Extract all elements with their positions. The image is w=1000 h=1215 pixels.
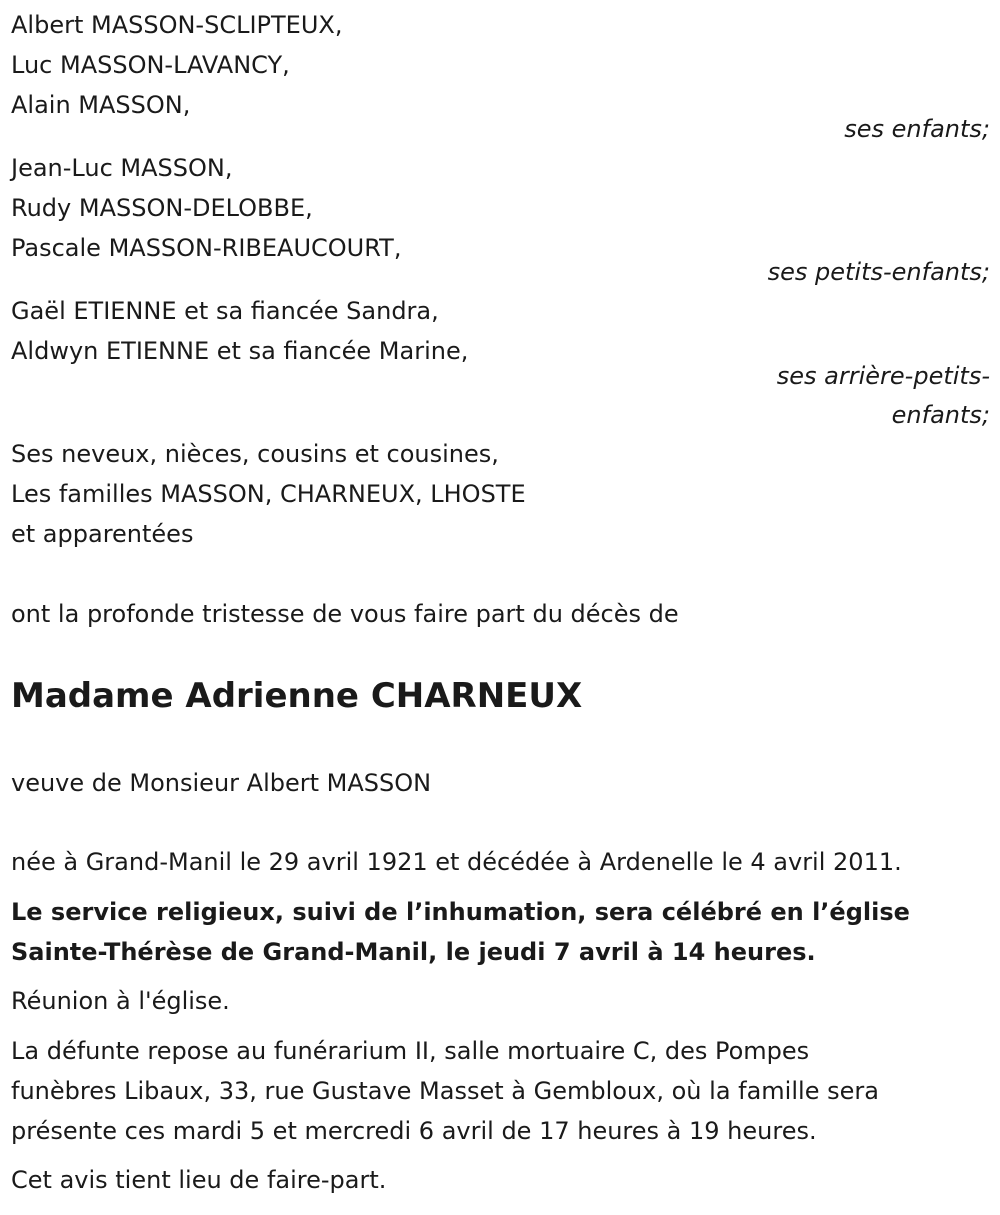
- children-role: ses enfants;: [844, 115, 990, 143]
- widow-of: [11, 763, 986, 803]
- grandchild-name: Jean-Luc MASSON,: [11, 154, 233, 182]
- children-list: [11, 5, 986, 125]
- child-name: Luc MASSON-LAVANCY,: [11, 51, 290, 79]
- relatives-list: [11, 434, 986, 554]
- grandchildren-role: ses petits-enfants;: [767, 258, 990, 286]
- great-grandchild-name: Gaël ETIENNE et sa fiancée Sandra,: [11, 297, 439, 325]
- deceased-name: Madame Adrienne CHARNEUX: [11, 676, 583, 716]
- announcement-text: [11, 594, 986, 634]
- repose-line: funèbres Libaux, 33, rue Gustave Masset à Gembloux, où la famille sera: [11, 1077, 879, 1105]
- closing-line: Cet avis tient lieu de faire-part.: [11, 1166, 387, 1194]
- closing-note: [11, 1160, 986, 1200]
- repose-line: présente ces mardi 5 et mercredi 6 avril de 17 heures à 19 heures.: [11, 1117, 817, 1145]
- service-line: Le service religieux, suivi de l’inhumation, sera célébré en l’église: [11, 898, 910, 926]
- grandchild-name: Rudy MASSON-DELOBBE,: [11, 194, 313, 222]
- grandchild-name: Pascale MASSON-RIBEAUCOURT,: [11, 234, 402, 262]
- announcement-line: ont la profonde tristesse de vous faire part du décès de: [11, 600, 679, 628]
- service-info: [11, 892, 986, 972]
- birth-death: [11, 842, 986, 882]
- service-line: Sainte-Thérèse de Grand-Manil, le jeudi 7 avril à 14 heures.: [11, 938, 816, 966]
- relatives-line: Ses neveux, nièces, cousins et cousines,: [11, 440, 499, 468]
- child-name: Albert MASSON-SCLIPTEUX,: [11, 11, 343, 39]
- relatives-line: Les familles MASSON, CHARNEUX, LHOSTE: [11, 480, 526, 508]
- birth-death-line: née à Grand-Manil le 29 avril 1921 et décédée à Ardenelle le 4 avril 2011.: [11, 848, 902, 876]
- meeting-info: [11, 981, 986, 1021]
- great-grandchildren-role-line2: enfants;: [891, 401, 990, 429]
- widow-of-line: veuve de Monsieur Albert MASSON: [11, 769, 432, 797]
- repose-info: [11, 1031, 986, 1151]
- great-grandchildren-role-line1: ses arrière-petits-: [776, 362, 990, 390]
- child-name: Alain MASSON,: [11, 91, 191, 119]
- great-grandchild-name: Aldwyn ETIENNE et sa fiancée Marine,: [11, 337, 469, 365]
- repose-line: La défunte repose au funérarium II, salle mortuaire C, des Pompes: [11, 1037, 810, 1065]
- grandchildren-list: [11, 148, 986, 268]
- meeting-line: Réunion à l'église.: [11, 987, 230, 1015]
- relatives-line: et apparentées: [11, 520, 194, 548]
